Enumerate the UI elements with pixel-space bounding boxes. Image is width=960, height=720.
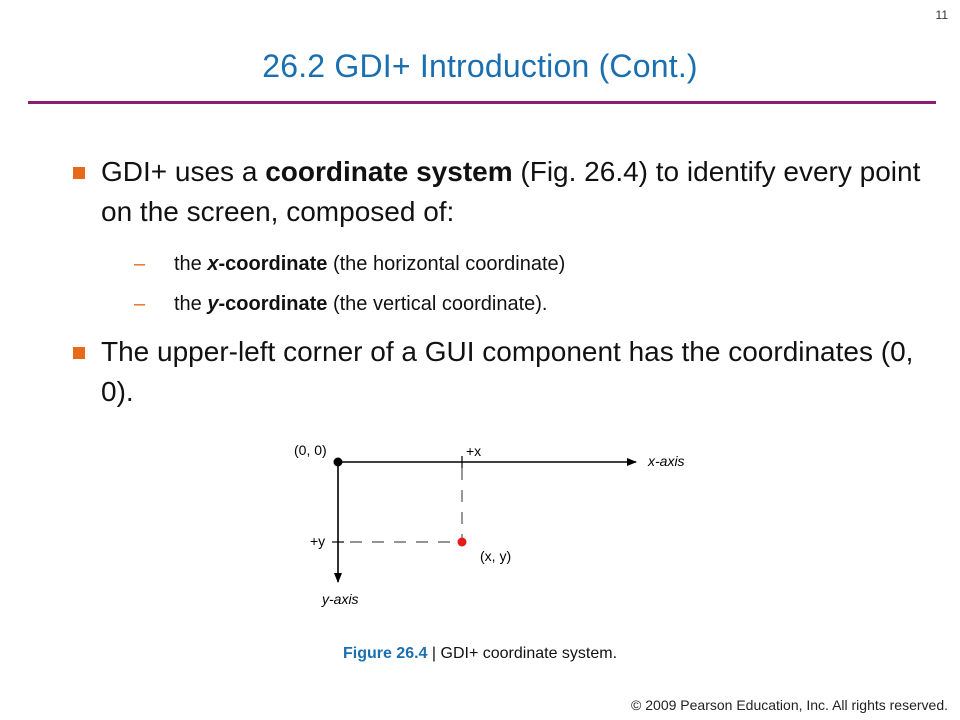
sub-bullet-post: (the horizontal coordinate) <box>327 253 566 275</box>
figure-caption <box>0 645 960 663</box>
bullet-text-post: (Fig. 26.4) to identify every point on the screen, composed of: <box>101 156 921 227</box>
point-label: (x, y) <box>480 548 512 564</box>
title-divider <box>28 101 936 104</box>
copyright-text: 2009 Pearson Education, Inc. All rights reserved. <box>645 697 948 713</box>
sub-bullet-bold: -coordinate <box>218 293 328 315</box>
slide-title: 26.2 GDI+ Introduction (Cont.) <box>262 48 698 84</box>
sub-bullet-x-coordinate <box>134 250 565 278</box>
origin-dot <box>334 458 343 467</box>
bullet-upper-left-corner <box>73 332 943 412</box>
sub-bullet-pre: the <box>174 293 208 315</box>
plus-x-label: +x <box>466 443 482 459</box>
bullet-text <box>101 152 943 232</box>
dash-bullet-icon: – <box>134 253 146 275</box>
coordinate-system-figure <box>270 430 710 620</box>
square-bullet-icon <box>73 167 85 179</box>
copyright-icon: © <box>631 697 642 713</box>
caption-text: GDI+ coordinate system. <box>440 645 618 662</box>
bullet-coordinate-system <box>73 152 943 232</box>
bullet-text-bold: coordinate system <box>265 156 513 187</box>
figure-label: Figure 26.4 <box>342 645 428 662</box>
sub-bullet-italic: x <box>207 253 219 275</box>
plus-y-label: +y <box>310 533 326 549</box>
y-axis-label: y-axis <box>322 591 359 607</box>
sub-bullet-italic: y <box>207 293 219 315</box>
caption-separator: | <box>431 645 437 662</box>
point-dot <box>458 538 467 547</box>
sub-bullet-post: (the vertical coordinate). <box>327 293 548 315</box>
bullet-text: The upper-left corner of a GUI component has the coordinates (0, 0). <box>101 336 914 407</box>
origin-label: (0, 0) <box>294 442 327 458</box>
dash-bullet-icon: – <box>134 293 146 315</box>
sub-bullet-bold: -coordinate <box>218 253 328 275</box>
copyright-notice <box>631 697 948 713</box>
x-axis-label: x-axis <box>648 453 685 469</box>
sub-bullet-pre: the <box>174 253 208 275</box>
page-number: 11 <box>935 8 948 22</box>
square-bullet-icon <box>73 347 85 359</box>
sub-bullet-y-coordinate <box>134 290 548 318</box>
bullet-text-pre: GDI+ uses a <box>101 156 266 187</box>
